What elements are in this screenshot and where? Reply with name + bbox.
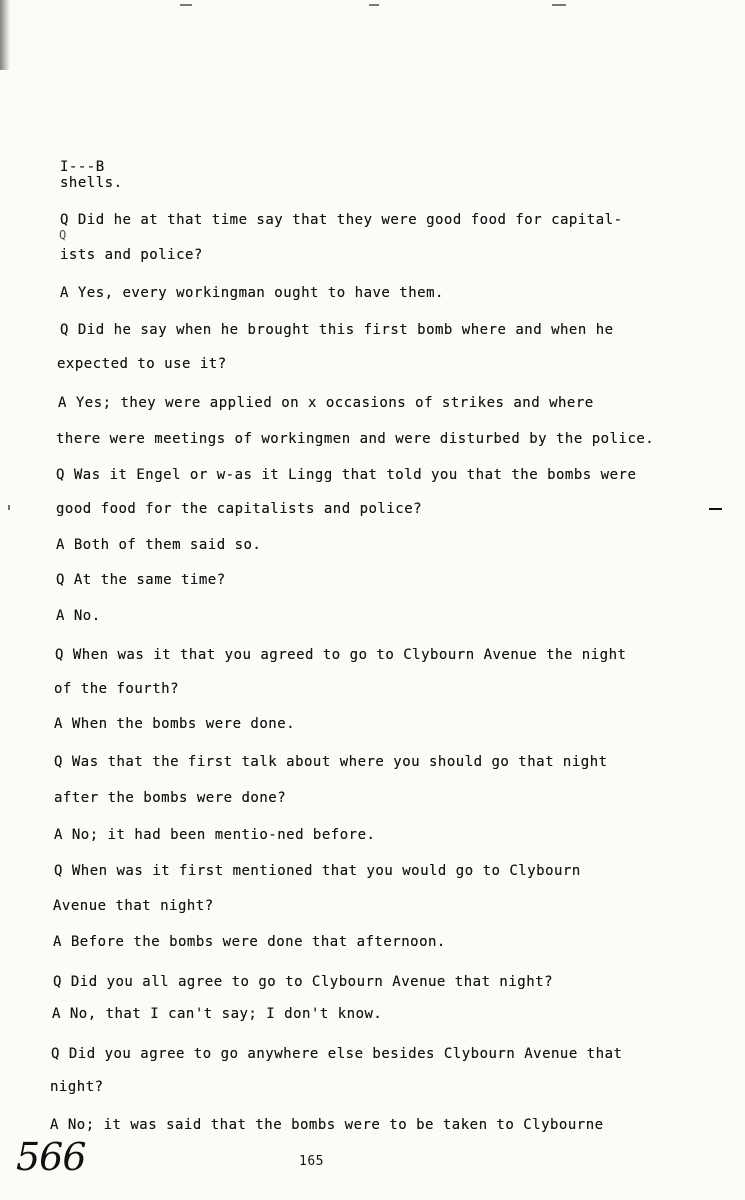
- transcript-line: A No.: [56, 608, 101, 624]
- transcript-line: shells.: [60, 175, 123, 191]
- transcript-line: A Yes, every workingman ought to have them.: [60, 285, 444, 301]
- transcript-line: Q When was it first mentioned that you would go to Clybourn: [54, 863, 581, 879]
- transcript-line: Q Did he at that time say that they were good food for capital-: [60, 212, 623, 228]
- transcript-line: Q Was it Engel or w-as it Lingg that told you that the bombs were: [56, 467, 637, 483]
- printed-page-number: 165: [299, 1154, 324, 1169]
- transcript-line: there were meetings of workingmen and were disturbed by the police.: [56, 431, 655, 447]
- transcript-line: A Before the bombs were done that afternoon.: [53, 934, 446, 950]
- transcript-line: Q: [59, 228, 67, 242]
- transcript-line: A No, that I can't say; I don't know.: [52, 1006, 383, 1022]
- transcript-line: Q At the same time?: [56, 572, 226, 588]
- transcript-line: A No; it had been mentio-ned before.: [54, 827, 376, 843]
- transcript-line: Q Did you agree to go anywhere else besides Clybourn Avenue that: [51, 1046, 623, 1062]
- transcript-line: A No; it was said that the bombs were to be taken to Clybourne: [50, 1117, 604, 1133]
- transcript-line: expected to use it?: [57, 356, 227, 372]
- transcript-line: Q Did you all agree to go to Clybourn Avenue that night?: [53, 974, 554, 990]
- transcript-line: night?: [50, 1079, 104, 1095]
- top-mark: [180, 4, 192, 6]
- top-mark: [369, 4, 379, 6]
- transcript-line: A Both of them said so.: [56, 537, 262, 553]
- transcript-line: ists and police?: [60, 247, 203, 263]
- transcript-line: Q Did he say when he brought this first bomb where and when he: [60, 322, 614, 338]
- section-header: I---B: [60, 159, 105, 175]
- transcript-line: of the fourth?: [54, 681, 180, 697]
- transcript-line: A Yes; they were applied on x occasions of strikes and where: [58, 395, 594, 411]
- transcript-line: Q When was it that you agreed to go to Clybourn Avenue the night: [55, 647, 627, 663]
- top-scan-marks: [0, 0, 745, 20]
- transcript-line: A When the bombs were done.: [54, 716, 296, 732]
- transcript-line: Avenue that night?: [53, 898, 214, 914]
- transcript-line: good food for the capitalists and police?: [56, 501, 423, 517]
- scan-dot-mark: [8, 505, 10, 510]
- top-mark: [552, 4, 566, 6]
- transcript-line: Q Was that the first talk about where you should go that night: [54, 754, 608, 770]
- handwritten-page-number: 566: [16, 1135, 86, 1179]
- transcript-line: after the bombs were done?: [54, 790, 287, 806]
- margin-dash-mark: [709, 508, 722, 510]
